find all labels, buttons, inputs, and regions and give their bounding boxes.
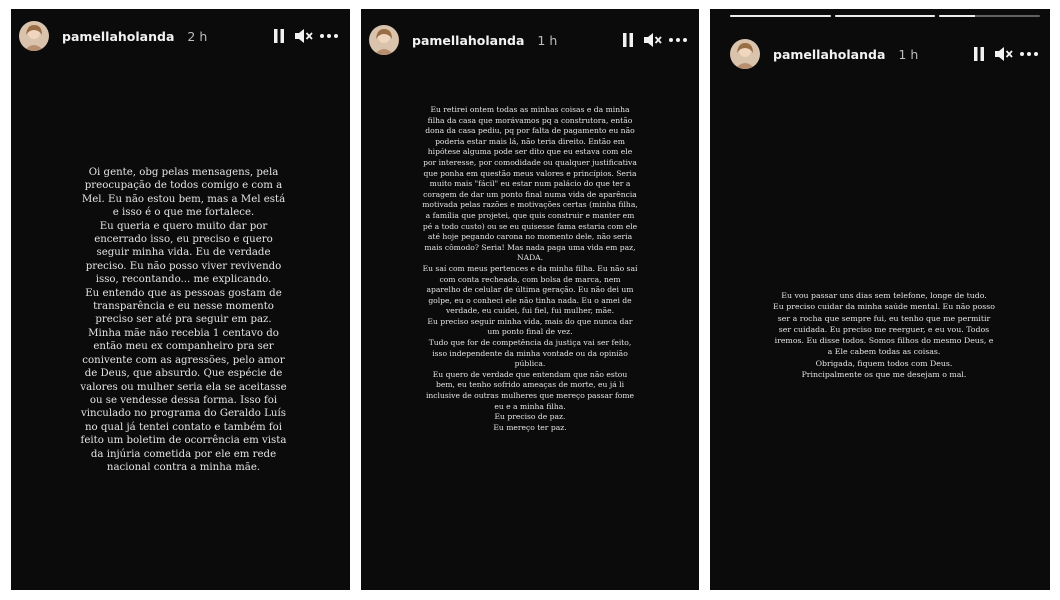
progress-fill bbox=[939, 15, 974, 17]
avatar[interactable] bbox=[369, 25, 399, 55]
post-time: 2 h bbox=[187, 28, 208, 44]
more-options-icon[interactable] bbox=[1018, 43, 1040, 65]
username[interactable]: pamellaholanda bbox=[62, 28, 175, 44]
muted-speaker-icon[interactable] bbox=[293, 25, 315, 47]
more-options-icon[interactable] bbox=[667, 29, 689, 51]
story-text: Eu retirei ontem todas as minhas coisas e da minha filha da casa que morávamos pq a construtora, então dona da casa pediu, pq por falta de pagamento eu não poderia estar mais lá, não teria direito. Então em hipótese alguma pode ser dito que eu estava com ele por interesse, por comodidade ou qualquer justificativa que ponha em questão meus valores e princípios. Seria muito mais "fácil" eu estar num palácio do que ter a coragem de dar um ponto final numa vida de aparência motivada pelas razões e motivações certas (minha filha, a família que projetei, que quis construir e manter em pé a todo custo) ou se eu quisesse fama estaria com ele até hoje pegando carona no momento dele, não seria mais cômodo? Seria! Mas nada paga uma vida em paz, NADA. Eu saí com meus pertences e da minha filha. Eu não saí com conta recheada, com bolsa de marca, nem aparelho de celular de última geração. Eu não dei um golpe, eu o conheci ele não tinha nada. Eu o amei de verdade, eu cuidei, fui fiel, fui mulher, mãe. Eu preciso seguir minha vida, mais do que nunca dar um ponto final de vez. Tudo que for de competência da justiça vai ser feito, isso independente da minha vontade ou da opinião pública. Eu quero de verdade que entendam que não estou bem, eu tenho sofrido ameaças de morte, eu já li inclusive de outras mulheres que mereço passar fome eu e a minha filha. Eu preciso de paz. Eu mereço ter paz. bbox=[422, 105, 638, 432]
story-panel bbox=[710, 9, 1050, 590]
username[interactable]: pamellaholanda bbox=[773, 46, 886, 62]
story-panel bbox=[361, 9, 699, 590]
story-panel bbox=[11, 9, 350, 590]
pause-icon[interactable] bbox=[268, 25, 290, 47]
progress-segment bbox=[939, 15, 1040, 17]
progress-segment bbox=[835, 15, 936, 17]
pause-icon[interactable] bbox=[968, 43, 990, 65]
story-header bbox=[730, 38, 1040, 70]
progress-fill bbox=[835, 15, 936, 17]
progress-fill bbox=[730, 15, 831, 17]
username[interactable]: pamellaholanda bbox=[412, 32, 525, 48]
story-header bbox=[369, 24, 689, 56]
pause-icon[interactable] bbox=[617, 29, 639, 51]
muted-speaker-icon[interactable] bbox=[642, 29, 664, 51]
story-header bbox=[19, 20, 340, 52]
post-time: 1 h bbox=[537, 32, 558, 48]
avatar[interactable] bbox=[19, 21, 49, 51]
story-text: Eu vou passar uns dias sem telefone, longe de tudo. Eu preciso cuidar da minha saúde mental. Eu não posso ser a rocha que sempre fui, eu tenho que me permitir ser cuidada. Eu preciso me reerguer, e eu vou. Todos iremos. Eu disse todos. Somos filhos do mesmo Deus, e a Ele cabem todas as coisas. Obrigada, fiquem todos com Deus. Principalmente os que me desejam o mal. bbox=[773, 291, 995, 380]
more-options-icon[interactable] bbox=[318, 25, 340, 47]
progress-segment bbox=[730, 15, 831, 17]
story-progress-bar bbox=[730, 15, 1040, 17]
story-text: Oi gente, obg pelas mensagens, pela preocupação de todos comigo e com a Mel. Eu não estou bem, mas a Mel está e isso é o que me fortalece. Eu queria e quero muito dar por encerrado isso, eu preciso e quero seguir minha vida. Eu de verdade preciso. Eu não posso viver revivendo isso, recontando... me explicando. Eu entendo que as pessoas gostam de transparência e eu nesse momento preciso ser até pra seguir em paz. Minha mãe não recebia 1 centavo do então meu ex companheiro pra ser conivente com as agressões, pelo amor de Deus, que absurdo. Que espécie de valores ou mulher seria ela se aceitasse ou se vendesse dessa forma. Isso foi vinculado no programa do Geraldo Luís no qual já tentei contato e também foi feito um boletim de ocorrência em vista da injúria cometida por ele em rede nacional contra a minha mãe. bbox=[80, 167, 287, 473]
avatar[interactable] bbox=[730, 39, 760, 69]
post-time: 1 h bbox=[898, 46, 919, 62]
muted-speaker-icon[interactable] bbox=[993, 43, 1015, 65]
